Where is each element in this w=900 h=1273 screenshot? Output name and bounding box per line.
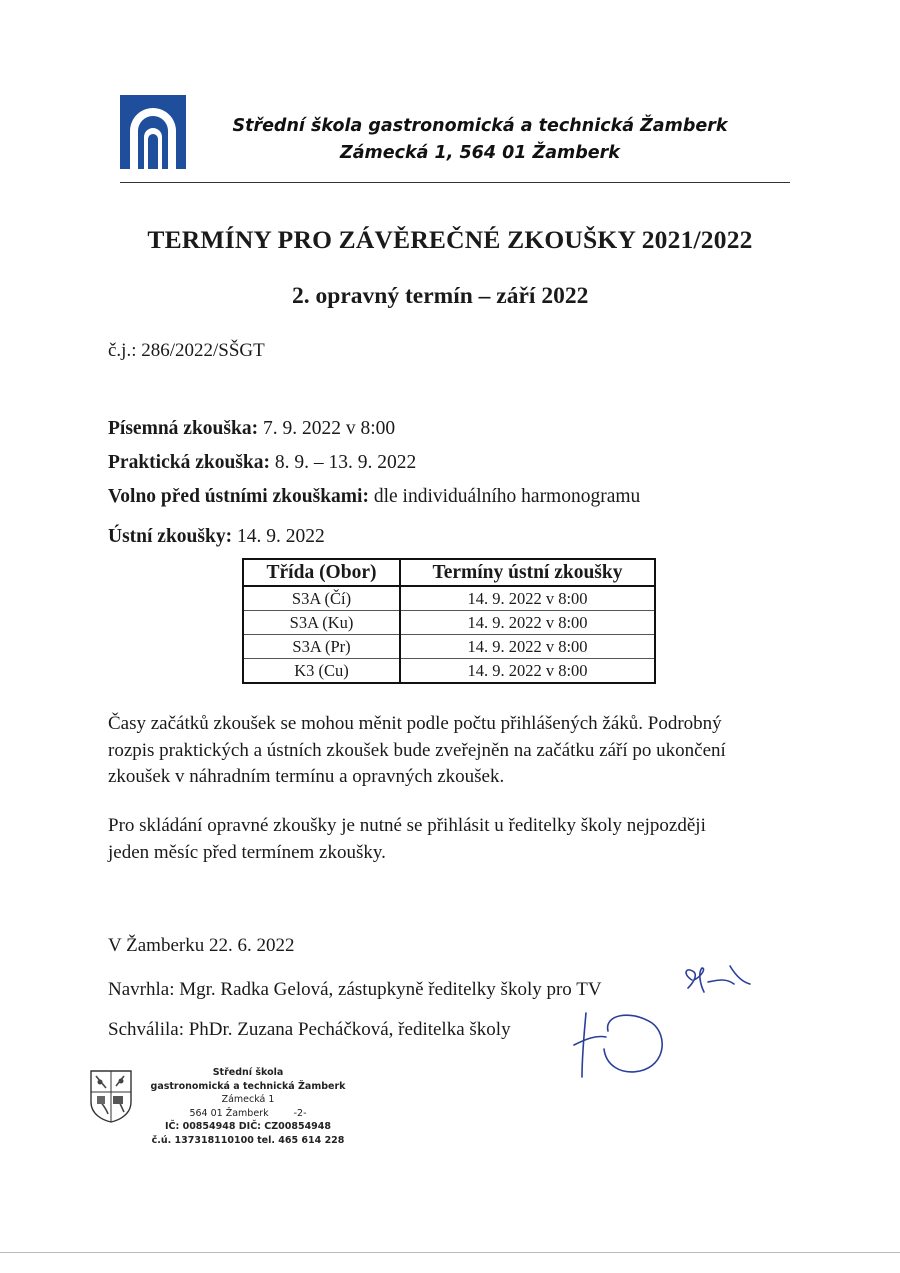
info-paragraph (108, 711, 808, 791)
written-exam-value: 7. 9. 2022 v 8:00 (262, 418, 396, 439)
table-row (243, 659, 655, 684)
reference-number: č.j.: 286/2022/SŠGT (108, 340, 265, 361)
table-cell-class: K3 (Cu) (243, 659, 400, 684)
signature-proposer (678, 958, 762, 1010)
stamp-line-row (148, 1107, 348, 1121)
table-cell-date: 14. 9. 2022 v 8:00 (400, 635, 655, 659)
school-name: Střední škola gastronomická a technická Žamberk (232, 116, 728, 136)
free-time-value: dle individuálního harmonogramu (373, 486, 641, 507)
oral-exam-value: 14. 9. 2022 (236, 526, 325, 547)
practical-exam-label: Praktická zkouška: (108, 452, 270, 473)
table-row (243, 635, 655, 659)
stamp-line: Střední škola (212, 1067, 284, 1078)
scan-edge-line (0, 1252, 900, 1253)
table-cell-class: S3A (Pr) (243, 635, 400, 659)
coat-of-arms-icon (88, 1068, 134, 1124)
stamp-line: IČ: 00854948 DIČ: CZ00854948 (164, 1121, 332, 1132)
registration-line: Pro skládání opravné zkoušky je nutné se přihlásit u ředitelky školy nejpozději (108, 815, 706, 836)
school-logo (120, 95, 186, 169)
info-line: Časy začátků zkoušek se mohou měnit podle počtu přihlášených žáků. Podrobný (108, 713, 722, 734)
free-time-line (108, 486, 640, 508)
table-cell-class: S3A (Ku) (243, 611, 400, 635)
registration-line: jeden měsíc před termínem zkoušky. (108, 841, 386, 863)
table-header-class: Třída (Obor) (243, 559, 400, 586)
school-stamp (88, 1056, 348, 1156)
free-time-label: Volno před ústními zkouškami: (108, 486, 369, 507)
table-header-dates: Termíny ústní zkoušky (400, 559, 655, 586)
table-cell-date: 14. 9. 2022 v 8:00 (400, 659, 655, 684)
school-address: Zámecká 1, 564 01 Žamberk (340, 143, 620, 163)
place-date: V Žamberku 22. 6. 2022 (108, 935, 295, 956)
document-subtitle: 2. opravný termín – září 2022 (292, 283, 589, 309)
oral-exam-label: Ústní zkoušky: (108, 526, 233, 547)
oral-exam-line (108, 526, 325, 548)
table-cell-date: 14. 9. 2022 v 8:00 (400, 611, 655, 635)
oral-exam-table (242, 558, 656, 684)
stamp-line: 564 01 Žamberk (189, 1107, 269, 1119)
proposed-by: Navrhla: Mgr. Radka Gelová, zástupkyně ředitelky školy pro TV (108, 979, 602, 1000)
stamp-line: č.ú. 137318110100 tel. 465 614 228 (151, 1134, 345, 1146)
info-line: zkoušek v náhradním termínu a opravných zkoušek. (108, 766, 505, 787)
table-cell-class: S3A (Čí) (243, 586, 400, 611)
registration-paragraph (108, 813, 808, 866)
written-exam-label: Písemná zkouška: (108, 418, 259, 439)
stamp-line: gastronomická a technická Žamberk (150, 1080, 346, 1092)
table-row (243, 586, 655, 611)
practical-exam-value: 8. 9. – 13. 9. 2022 (274, 452, 417, 473)
stamp-text (148, 1066, 348, 1147)
table-cell-date: 14. 9. 2022 v 8:00 (400, 586, 655, 611)
document-title: TERMÍNY PRO ZÁVĚREČNÉ ZKOUŠKY 2021/2022 (147, 225, 753, 254)
stamp-line: Zámecká 1 (221, 1094, 275, 1105)
header-divider (120, 182, 790, 183)
signature-approver (570, 1005, 680, 1083)
approved-by: Schválila: PhDr. Zuzana Pecháčková, ředitelka školy (108, 1019, 511, 1040)
written-exam-line (108, 418, 395, 440)
table-row (243, 611, 655, 635)
table-header-row (243, 559, 655, 586)
stamp-number: -2- (293, 1107, 307, 1119)
practical-exam-line (108, 452, 416, 474)
school-header (210, 113, 750, 167)
info-line: rozpis praktických a ústních zkoušek bude zveřejněn na začátku září po ukončení (108, 739, 726, 761)
